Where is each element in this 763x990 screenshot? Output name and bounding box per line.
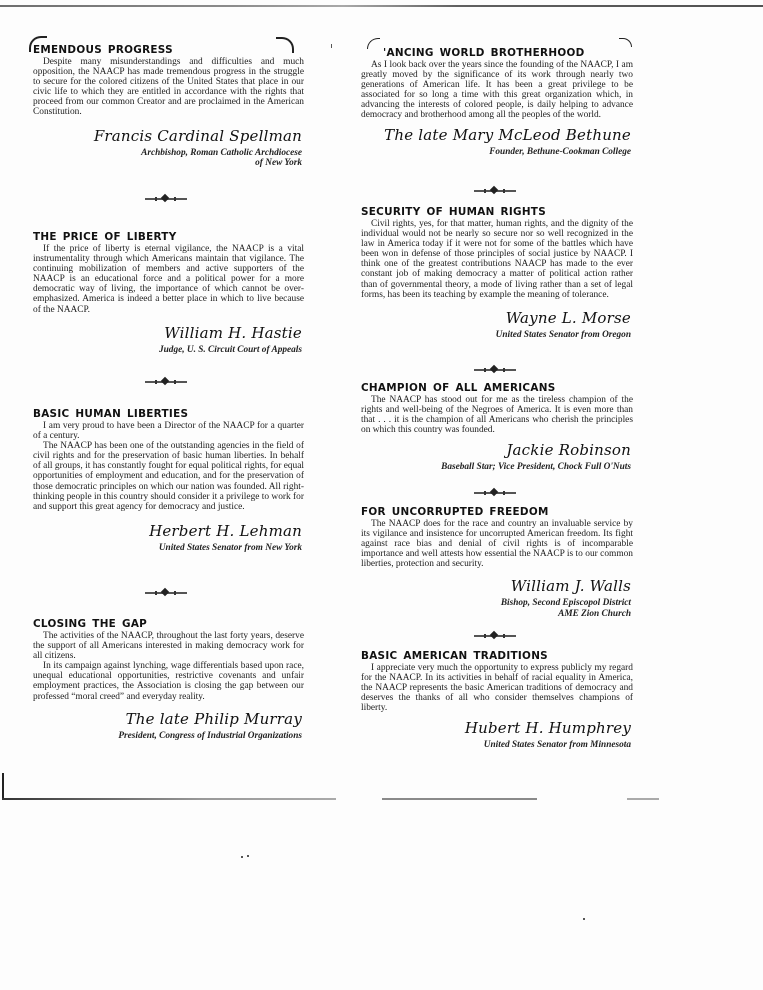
section-heading: BASIC HUMAN LIBERTIES — [33, 408, 189, 420]
section-heading: FOR UNCORRUPTED FREEDOM — [361, 506, 549, 518]
signature: The late Philip Murray — [125, 709, 302, 728]
divider-ornament-icon — [474, 366, 516, 374]
quote-paragraph: I am very proud to have been a Director of the NAACP for a quarter of a century. — [33, 421, 304, 442]
title-line: Founder, Bethune-Cookman College — [489, 146, 631, 157]
divider-ornament-icon — [474, 489, 516, 497]
bottom-border-rule — [382, 798, 537, 800]
quote-paragraph: If the price of liberty is eternal vigilance, the NAACP is a vital instrumentality through which Americans maintain that vigilance. The continuing mobilization of members and active supporters of the NAACP is an educational force and a political power for a more democratic way of living, the importance of which cannot be over-emphasized. America is indeed a better place in which to live because of the NAACP. — [33, 244, 304, 315]
quote-body — [361, 519, 633, 569]
quote-section-closing-the-gap — [33, 618, 304, 741]
quote-paragraph: The NAACP does for the race and country an invaluable service by its vigilance and insistence for uncorrupted American freedom. Its fight against race bias and denial of civil rights is of incomparable importance and well attests how essential the NAACP is to our common liberties, protection and security. — [361, 519, 633, 570]
signature: William J. Walls — [510, 577, 631, 596]
signatory-title — [33, 543, 302, 554]
signature: The late Mary McLeod Bethune — [384, 125, 631, 144]
title-line: United States Senator from New York — [158, 542, 302, 553]
section-heading: BASIC AMERICAN TRADITIONS — [361, 650, 548, 662]
signatory-title — [361, 740, 631, 751]
quote-paragraph: The NAACP has stood out for me as the tireless champion of the rights and well-being of the Negroes of America. It is even more than that . . . it is the champion of all Americans who cherish the principles on which this country was founded. — [361, 395, 633, 436]
quote-body — [33, 631, 304, 702]
signatory-title — [361, 330, 631, 341]
quote-section-for-uncorrupted-freedom — [361, 506, 633, 619]
quote-body — [361, 395, 633, 435]
scan-speck — [583, 918, 585, 920]
decorative-curl-icon — [619, 38, 632, 47]
divider-ornament-icon — [145, 195, 187, 203]
quote-section-champion-of-all-americans — [361, 382, 633, 473]
quote-body — [361, 60, 633, 121]
quote-section-security-of-human-rights — [361, 206, 633, 340]
title-line: United States Senator from Minnesota — [483, 740, 631, 751]
quote-paragraph: As I look back over the years since the founding of the NAACP, I am greatly moved by the significance of its work through nearly two generations of American life. It has been a great privilege to be associated for so long a time with this great organization which, in advancing the interests of colored people, is daily helping to advance democracy and brotherhood among all the peoples of the world. — [361, 60, 633, 121]
scan-speck — [241, 856, 243, 858]
bottom-border-rule — [627, 798, 659, 800]
section-heading: CLOSING THE GAP — [33, 618, 148, 630]
scan-speck — [331, 44, 332, 48]
signatory-title — [361, 598, 631, 619]
divider-ornament-icon — [474, 187, 516, 195]
signatory-title — [361, 147, 631, 158]
quote-section-basic-american-traditions — [361, 650, 633, 751]
divider-ornament-icon — [145, 378, 187, 386]
page-corner-mark — [2, 773, 4, 799]
signatory-title — [33, 148, 302, 169]
signature: Wayne L. Morse — [505, 308, 631, 327]
quote-paragraph: I appreciate very much the opportunity to express publicly my regard for the NAACP. In its activities in behalf of racial equality in America, the NAACP represents the basic American traditions of democracy and deserves the thanks of all who consider themselves champions of liberty. — [361, 663, 633, 714]
signatory-title — [361, 462, 631, 473]
section-heading: EMENDOUS PROGRESS — [33, 44, 173, 56]
signature: Jackie Robinson — [506, 441, 631, 460]
signature: Hubert H. Humphrey — [464, 719, 631, 738]
signature: William H. Hastie — [164, 323, 302, 342]
section-heading: 'ANCING WORLD BROTHERHOOD — [383, 47, 585, 59]
scan-speck — [247, 855, 249, 857]
divider-ornament-icon — [474, 632, 516, 640]
quote-section-basic-human-liberties — [33, 408, 304, 553]
signatory-title — [33, 345, 302, 356]
bottom-border-rule — [2, 798, 336, 800]
signatory-title — [33, 731, 302, 742]
title-line: United States Senator from Oregon — [495, 329, 631, 340]
top-border-rule — [0, 5, 763, 7]
quote-paragraph: Despite many misunderstandings and difficulties and much opposition, the NAACP has made tremendous progress in the struggle to secure for the colored citizens of the United States that place in our civic life to which they are entitled in accordance with the rights that proceed from our common Creator and are proclaimed in the American Constitution. — [33, 57, 304, 118]
title-line: Judge, U. S. Circuit Court of Appeals — [158, 344, 302, 355]
section-heading: CHAMPION OF ALL AMERICANS — [361, 382, 556, 394]
section-heading: THE PRICE OF LIBERTY — [33, 231, 177, 243]
title-line: AME Zion Church — [558, 608, 631, 619]
section-heading: SECURITY OF HUMAN RIGHTS — [361, 206, 546, 218]
divider-ornament-icon — [145, 589, 187, 597]
title-line: President, Congress of Industrial Organizations — [118, 730, 302, 741]
title-line: Baseball Star; Vice President, Chock Full O'Nuts — [441, 462, 631, 473]
quote-paragraph: In its campaign against lynching, wage differentials based upon race, unequal educational opportunities, restrictive covenants and unfair employment practices, the Association is closing the gap between our professed “moral creed” and everyday reality. — [33, 661, 304, 702]
title-line: Bishop, Second Episcopol District — [500, 598, 631, 609]
quote-section-tremendous-progress — [33, 44, 304, 169]
signature: Francis Cardinal Spellman — [93, 126, 302, 145]
quote-paragraph: The activities of the NAACP, throughout the last forty years, deserve the support of all Americans interested in making democracy work for all citizens. — [33, 631, 304, 662]
quote-paragraph: The NAACP has been one of the outstanding agencies in the field of civil rights and for the preservation of basic human liberties. In behalf of all groups, it has constantly fought for equal political rights, for equal opportunities of employment and education, and for the preservation of those democratic principles on which our nation was founded. All right-thinking people in this country should consider it a privilege to work for and support this great agency for democracy and justice. — [33, 441, 304, 512]
quote-body — [361, 663, 633, 713]
title-line: Archbishop, Roman Catholic Archdiocese — [141, 147, 302, 158]
quote-body — [33, 421, 304, 512]
signature: Herbert H. Lehman — [149, 521, 302, 540]
quote-section-price-of-liberty — [33, 231, 304, 355]
quote-section-advancing-world-brotherhood — [361, 47, 633, 157]
quote-body — [33, 57, 304, 118]
quote-body — [361, 219, 633, 300]
quote-body — [33, 244, 304, 315]
title-line: of New York — [255, 158, 302, 169]
quote-paragraph: Civil rights, yes, for that matter, human rights, and the dignity of the individual would not be nearly so secure nor so well recognized in the law in America today if it were not for some of the battles which have been won in defense of those principles of social justice by NAACP. I think one of the greatest contributions NAACP has made to the ever constant job of making democracy a matter of political action rather than of governmental theory, a mode of living rather than a set of legal forms, has been its teaching by example the meaning of tolerance. — [361, 219, 633, 300]
